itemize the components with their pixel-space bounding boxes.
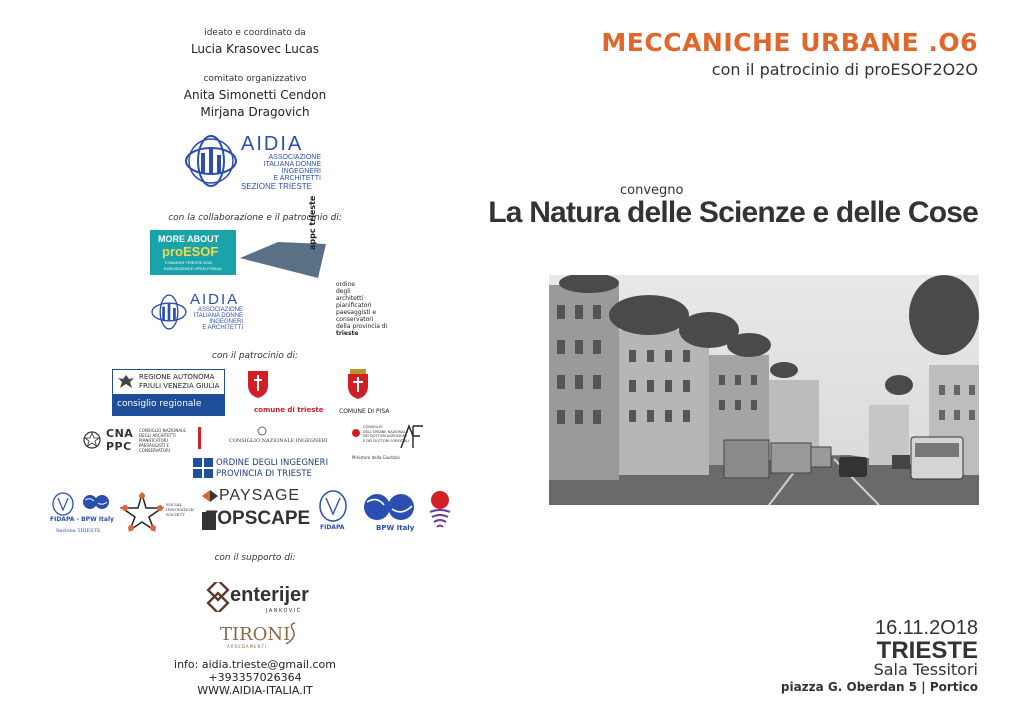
topscape: TOPSCAPE [206, 508, 311, 529]
ordine-ing-line2: PROVINCIA DI TRIESTE [216, 469, 312, 479]
comune-pisa: COMUNE DI PISA [339, 408, 390, 415]
pisa-crest-icon [344, 368, 372, 400]
credit-name: Lucia Krasovec Lucas [190, 42, 320, 56]
aidia-lines-small [188, 307, 243, 331]
ordine-ing-line1: ORDINE DEGLI INGEGNERI [216, 458, 329, 468]
committee-label: comitato organizzativo [203, 74, 307, 84]
paysage-mark-icon [202, 490, 218, 502]
event-date: 16.11.2O18 [874, 617, 978, 639]
committee-name-2: Mirjana Dragovich [200, 105, 310, 119]
ministero-line: E DEI DOTTORI FORESTALI [363, 438, 410, 443]
cna-abbr2: PPC [106, 440, 132, 453]
moreabout-logo [150, 230, 236, 275]
event-address: piazza G. Oberdan 5 | Portico [780, 680, 978, 694]
social-line: SOCIAL [166, 502, 183, 507]
swirl-logo-icon [428, 490, 452, 530]
patronage-label: con il patrocinio di: [211, 351, 299, 361]
fidapa-left-line2: Sezione TRIESTE [56, 528, 101, 534]
republic-emblem-icon [82, 430, 102, 450]
aidia-line: ITALIANA DONNE [193, 313, 243, 319]
aidia-emblem-icon [150, 293, 188, 331]
ministero-line: CONSIGLIO [363, 425, 383, 429]
aidia-line: INGEGNERI [281, 168, 321, 175]
af-monogram-icon [399, 424, 425, 450]
regione-line3: consiglio regionale [113, 394, 224, 415]
moreabout-line1: MORE ABOUT [158, 234, 220, 244]
fidapa-right: FIDAPA [320, 524, 345, 531]
cna-line: CONSIGLIO NAZIONALE [139, 428, 186, 433]
aidia-logo [183, 133, 333, 191]
credit-label: ideato e coordinato da [204, 28, 306, 38]
ministero-line: DELL'ORDINE NAZIONALE [363, 429, 408, 434]
social-star-icon [120, 492, 164, 532]
enterijer-mark-icon [203, 582, 233, 612]
moreabout-line3: TOWARDS TRIESTE 2020 [164, 260, 213, 265]
cni-mark-icon [198, 427, 201, 449]
appc-line: degli [336, 288, 351, 295]
ministero-footer: Ministero della Giustizia [352, 455, 400, 460]
fidapa-emblem-icon [52, 492, 74, 516]
paysage: PAYSAGE [219, 487, 301, 504]
enterijer-sub: JANKOVIĆ [266, 608, 302, 614]
appc-line: trieste [336, 330, 359, 337]
appc-lines [336, 281, 387, 337]
appc-line: ordine [336, 281, 356, 288]
committee-name-1: Anita Simonetti Cendon [183, 88, 327, 102]
fidapa-left-line1: FIDAPA - BPW Italy [50, 516, 114, 523]
aidia-emblem-icon [183, 133, 239, 189]
cna-line: DEGLI ARCHITETTI [139, 433, 176, 438]
cna-lines [139, 428, 186, 453]
series-title: MECCANICHE URBANE .O6 [601, 28, 978, 57]
aidia-section: SEZIONE TRIESTE [241, 182, 312, 191]
regione-line2: FRIULI VENEZIA GIULIA [139, 382, 220, 390]
event-type: convegno [620, 183, 684, 198]
tironi-swoosh-icon [283, 622, 299, 646]
cna-line: PAESAGGISTI E [139, 443, 170, 448]
social-lines [166, 502, 194, 517]
appc-line: paesaggisti e [336, 309, 377, 316]
aidia-line: E ARCHITETTI [202, 325, 243, 331]
bpw-italy: BPW Italy [376, 524, 415, 532]
enterijer-name: enterijer [230, 584, 309, 606]
social-line: INNOVATION [166, 507, 195, 512]
cni-logo: CONSIGLIO NAZIONALE INGEGNERI [229, 438, 328, 444]
aidia-title: AIDIA [241, 133, 304, 155]
moreabout-line2: proESOF [162, 244, 219, 259]
eagle-icon [117, 373, 135, 391]
cna-line: CONSERVATORI [139, 448, 171, 453]
aidia-line: E ARCHITETTI [273, 175, 321, 182]
bpw-globe-icon [362, 492, 416, 522]
agronomi-emblem-icon [351, 428, 361, 438]
regione-logo [112, 369, 225, 416]
bpw-globe-icon [82, 494, 110, 510]
social-line: SOCIETY [166, 512, 185, 517]
event-title: La Natura delle Scienze e delle Cose [488, 196, 978, 229]
event-city: TRIESTE [876, 637, 978, 664]
contact-phone[interactable]: +393357026364 [208, 671, 302, 684]
contact-email[interactable]: info: aidia.trieste@gmail.com [174, 658, 336, 671]
aidia-line: ASSOCIAZIONE [268, 154, 321, 161]
series-subtitle: con il patrocinio di proESOF2O2O [711, 60, 978, 79]
event-venue: Sala Tessitori [873, 660, 978, 679]
appc-vertical: appc trieste [308, 195, 317, 250]
contact-web[interactable]: WWW.AIDIA-ITALIA.IT [197, 684, 313, 697]
comune-trieste: comune di trieste [254, 406, 324, 414]
regione-line1: REGIONE AUTONOMA [139, 373, 215, 381]
appc-line: architetti [336, 295, 364, 302]
tironi-name: TIRONI [220, 624, 291, 645]
moreabout-line4: EUROSCIENCE OPEN FORUM [164, 266, 222, 271]
appc-line: conservatori [336, 316, 374, 323]
aidia-logo-small [150, 291, 270, 333]
appc-line: della provincia di [336, 323, 388, 330]
ministero-line: DEI DOTTORI AGRONOMI [363, 434, 407, 438]
cna-line: PIANIFICATORI [139, 438, 168, 443]
support-label: con il supporto di: [214, 553, 296, 563]
street-scene-icon [549, 275, 979, 505]
fidapa-emblem-icon [318, 490, 348, 522]
street-photo [549, 275, 979, 505]
cna-abbr1: CNA [106, 427, 134, 440]
aidia-line: INGEGNERI [209, 319, 243, 325]
trieste-shield-icon [246, 369, 270, 399]
appc-line: pianificatori [336, 302, 372, 309]
aidia-line: ASSOCIAZIONE [197, 307, 243, 313]
aidia-title-small: AIDIA [190, 291, 240, 308]
cni-emblem-icon [257, 426, 267, 436]
ordine-ing-icon [193, 458, 213, 478]
aidia-lines [251, 154, 321, 182]
collab-label: con la collaborazione e il patrocinio di: [168, 213, 342, 223]
tironi-sub: ARREDAMENTI [227, 644, 268, 649]
aidia-line: ITALIANA DONNE [263, 161, 321, 168]
